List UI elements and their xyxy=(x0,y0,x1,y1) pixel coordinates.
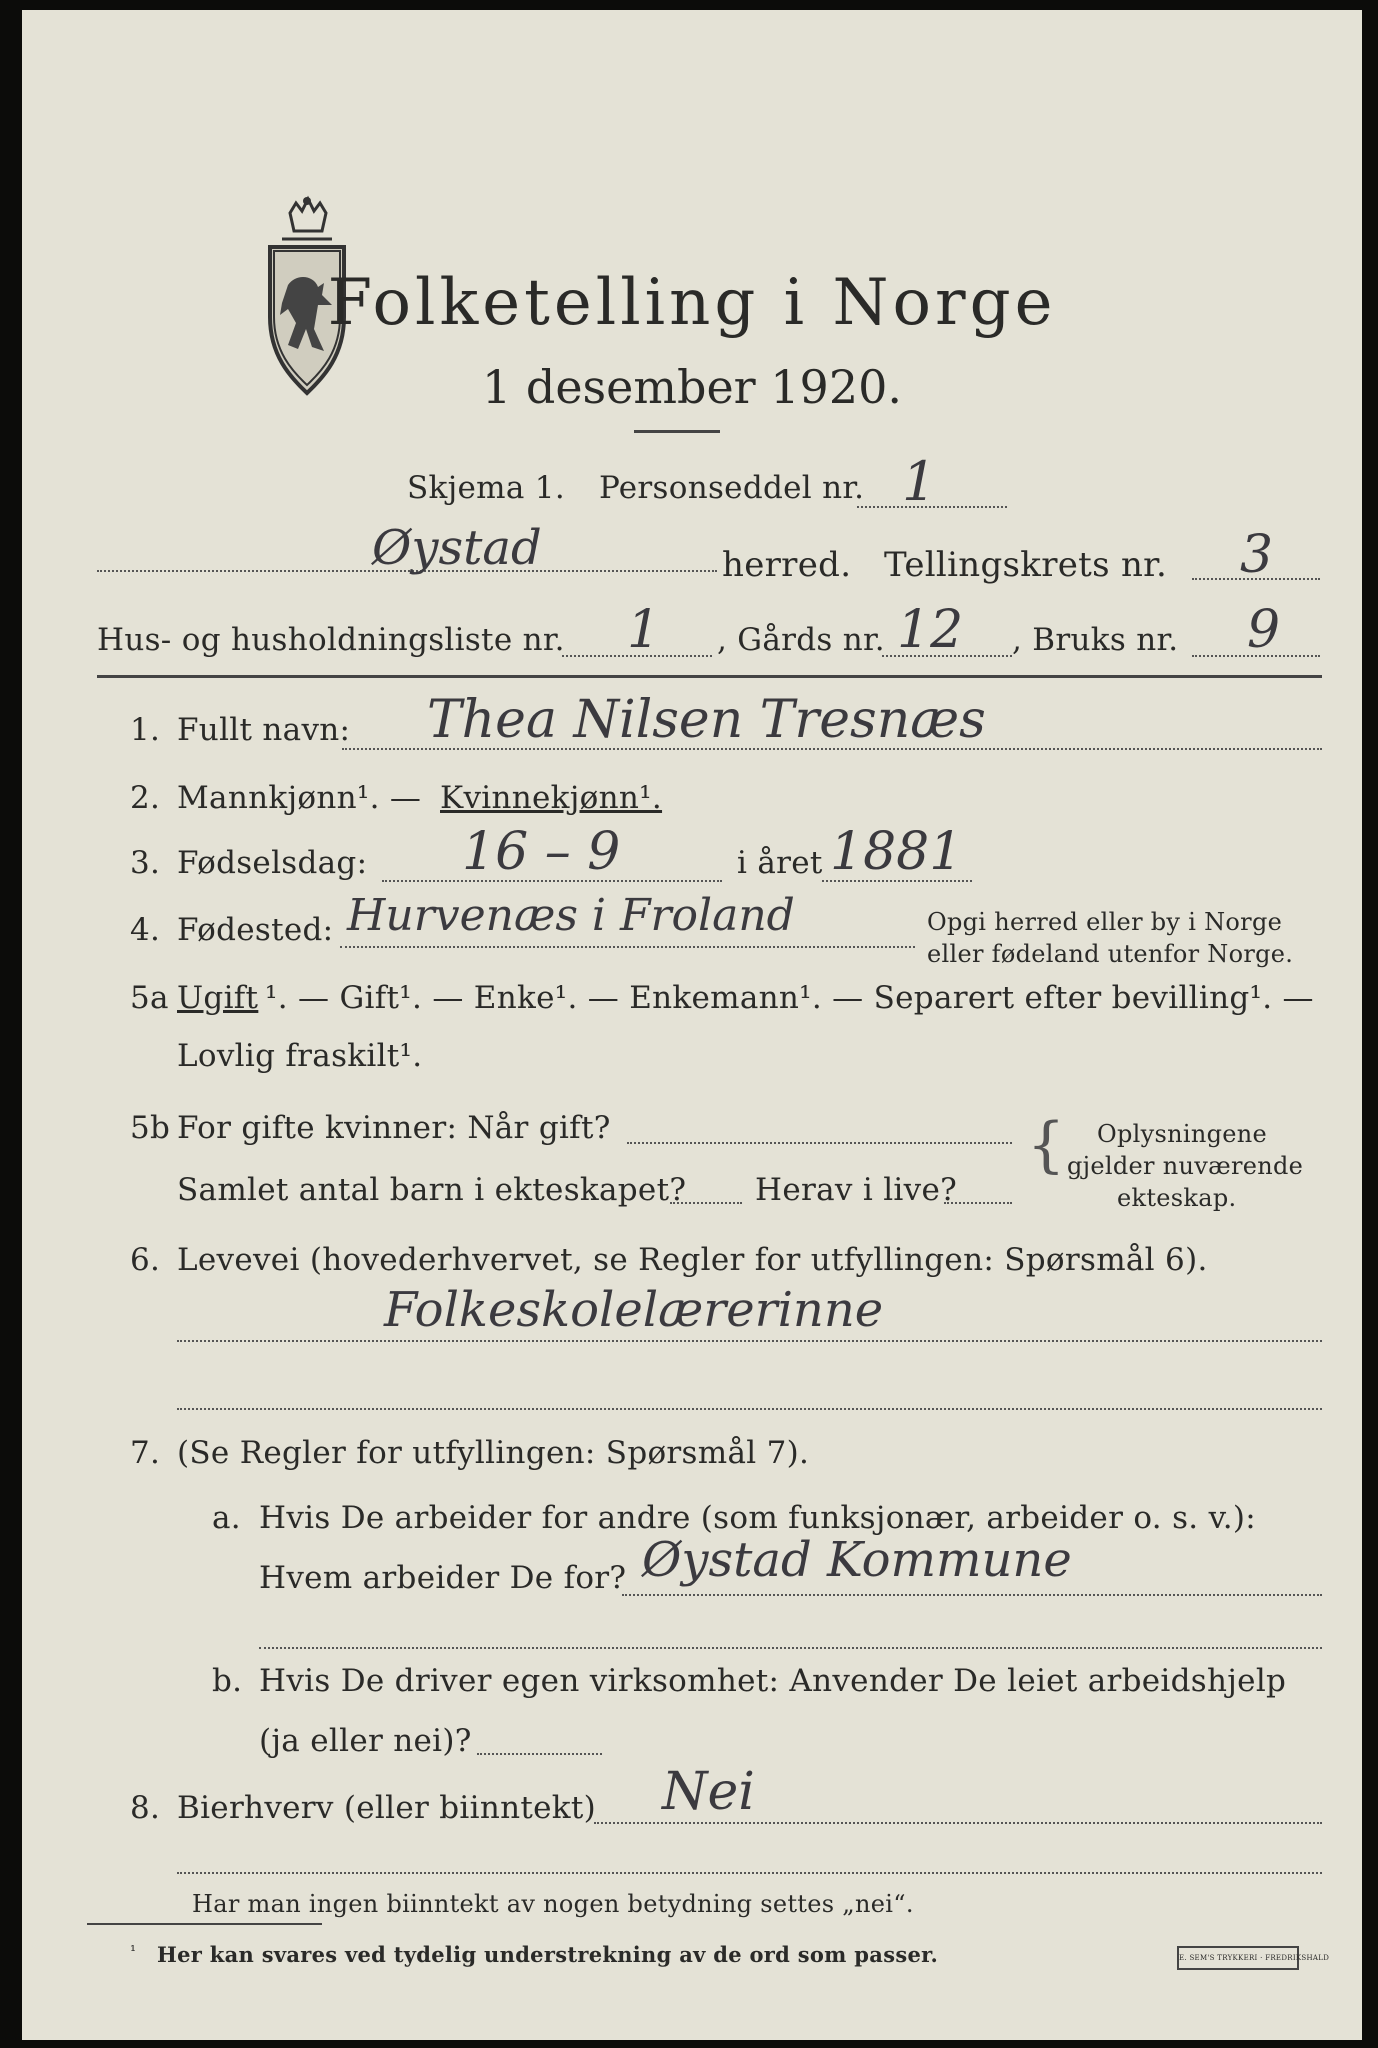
census-form xyxy=(22,10,1362,2040)
q4-number: 4. xyxy=(130,912,161,948)
brace-icon: { xyxy=(1027,1110,1066,1180)
q5b-note-line1: Oplysningene xyxy=(1097,1120,1268,1148)
birthplace-note-line1: Opgi herred eller by i Norge xyxy=(927,908,1283,936)
side-income-value[interactable]: Nei xyxy=(662,1762,755,1822)
bruks-value[interactable]: 9 xyxy=(1247,600,1281,660)
q6-label: Levevei (hovederhvervet, se Regler for utfyllingen: Spørsmål 6). xyxy=(177,1242,1208,1278)
q4-label: Fødested: xyxy=(177,912,334,948)
q5b-when-married-label: For gifte kvinner: Når gift? xyxy=(177,1110,611,1146)
herred-value[interactable]: Øystad xyxy=(372,520,542,576)
census-date: 1 desember 1920. xyxy=(482,360,902,414)
q5a-number: 5a xyxy=(130,980,169,1016)
q7b-line2: (ja eller nei)? xyxy=(259,1723,472,1759)
footer-note: Har man ingen biinntekt av nogen betydning settes „nei“. xyxy=(192,1890,914,1918)
q7-number: 7. xyxy=(130,1435,161,1471)
tellingskrets-value[interactable]: 3 xyxy=(1240,525,1274,585)
q8-label: Bierhverv (eller biinntekt) xyxy=(177,1790,597,1826)
q7b-line1: Hvis De driver egen virksomhet: Anvender De leiet arbeidshjelp xyxy=(259,1663,1287,1699)
printer-stamp: E. SEM'S TRYKKERI · FREDRIKSHALD xyxy=(1177,1946,1299,1970)
full-name-value[interactable]: Thea Nilsen Tresnæs xyxy=(427,690,986,750)
q5b-children-label: Samlet antal barn i ekteskapet? xyxy=(177,1172,687,1208)
sex-option-male[interactable]: Mannkjønn¹. — xyxy=(177,780,422,816)
marital-options[interactable]: ¹. — Gift¹. — Enke¹. — Enkemann¹. — Separert efter bevilling¹. — xyxy=(265,980,1314,1016)
husholdningsliste-value[interactable]: 1 xyxy=(627,600,661,660)
birth-date-value[interactable]: 16 – 9 xyxy=(462,822,621,882)
q6-number: 6. xyxy=(130,1242,161,1278)
q3-label: Fødselsdag: xyxy=(177,845,368,881)
q1-label: Fullt navn: xyxy=(177,712,351,748)
footnote-mark: ¹ xyxy=(130,1942,137,1960)
birthplace-value[interactable]: Hurvenæs i Froland xyxy=(347,890,795,941)
gards-label: , Gårds nr. xyxy=(717,622,885,658)
footnote-text: Her kan svares ved tydelig understrekning av de ord som passer. xyxy=(157,1942,939,1967)
q5b-alive-label: Herav i live? xyxy=(755,1172,958,1208)
q7-label: (Se Regler for utfyllingen: Spørsmål 7). xyxy=(177,1435,810,1471)
q5b-note-line2: gjelder nuværende xyxy=(1067,1152,1304,1180)
skjema-label: Skjema 1. xyxy=(407,470,565,506)
q1-number: 1. xyxy=(130,712,161,748)
form-title: Folketelling i Norge xyxy=(327,266,1057,340)
q7a-number: a. xyxy=(212,1500,241,1536)
personseddel-value[interactable]: 1 xyxy=(902,450,937,513)
personseddel-label: Personseddel nr. xyxy=(599,470,865,506)
husholdningsliste-label: Hus- og husholdningsliste nr. xyxy=(97,622,565,658)
section-divider xyxy=(97,675,1322,678)
q5b-number: 5b xyxy=(130,1110,171,1146)
herred-label: herred. xyxy=(722,545,852,585)
tellingskrets-label: Tellingskrets nr. xyxy=(884,545,1168,585)
q3-number: 3. xyxy=(130,845,161,881)
year-label: i året xyxy=(737,845,823,881)
q7b-number: b. xyxy=(212,1663,243,1699)
q8-number: 8. xyxy=(130,1790,161,1826)
marital-option-ugift-selected[interactable]: Ugift xyxy=(177,980,259,1016)
gards-value[interactable]: 12 xyxy=(897,600,964,660)
birth-year-value[interactable]: 1881 xyxy=(830,822,963,882)
birthplace-note-line2: eller fødeland utenfor Norge. xyxy=(927,940,1294,968)
q7a-line2: Hvem arbeider De for? xyxy=(259,1560,627,1596)
footnote-divider xyxy=(87,1923,322,1925)
marital-option-fraskilt[interactable]: Lovlig fraskilt¹. xyxy=(177,1038,423,1074)
occupation-value[interactable]: Folkeskolelærerinne xyxy=(384,1282,884,1338)
q5b-note-line3: ekteskap. xyxy=(1117,1184,1237,1212)
employer-value[interactable]: Øystad Kommune xyxy=(642,1532,1072,1588)
q7a-line1: Hvis De arbeider for andre (som funksjonær, arbeider o. s. v.): xyxy=(259,1500,1257,1536)
sex-option-female-selected[interactable]: Kvinnekjønn¹. xyxy=(440,780,663,816)
title-divider xyxy=(634,430,720,433)
q2-number: 2. xyxy=(130,780,161,816)
bruks-label: , Bruks nr. xyxy=(1012,622,1179,658)
